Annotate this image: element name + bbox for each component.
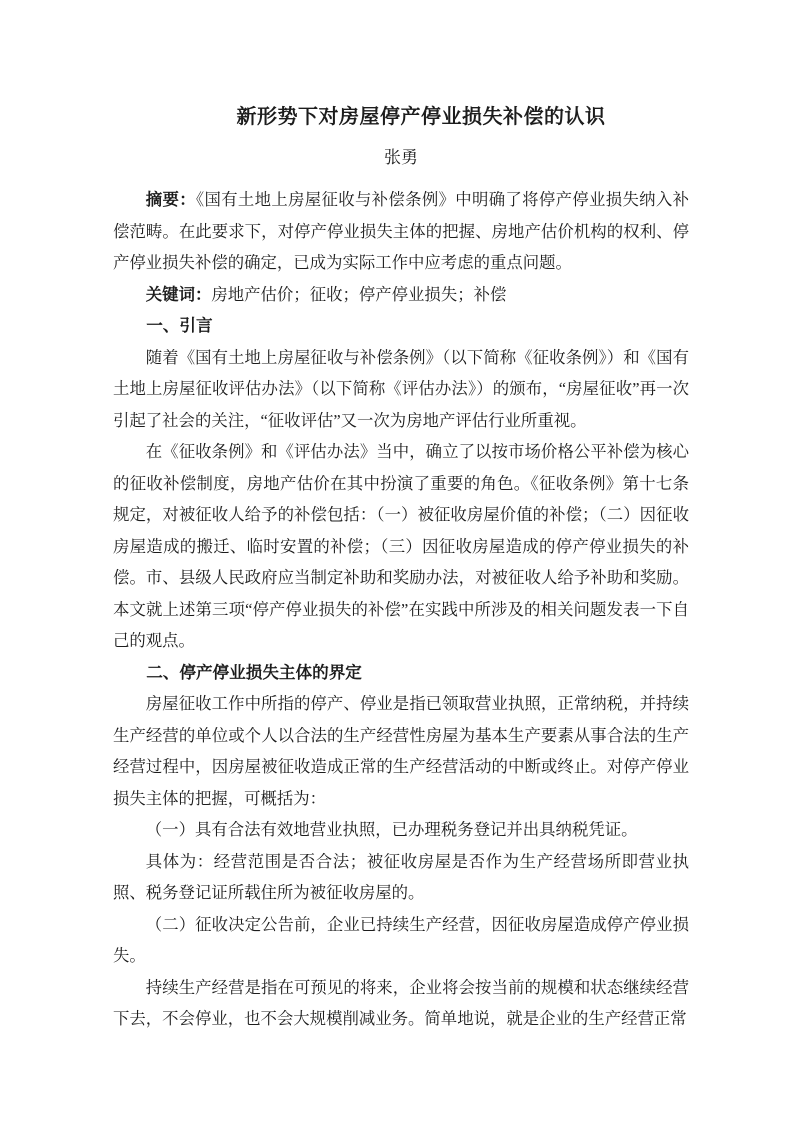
section-heading-introduction: 一、引言 (146, 316, 213, 335)
document-title: 新形势下对房屋停产停业损失补偿的认识 (236, 106, 606, 128)
body-paragraph: 房屋征收工作中所指的停产、停业是指已领取营业执照，正常纳税，并持续生产经营的单位或个人以合法的生产经营性房屋为基本生产要素从事合法的生产经营过程中，因房屋被征收造成正常的生产经营活动的中断或终止。对停产停业损失主体的把握，可概括为： (113, 694, 689, 808)
author-name: 张勇 (384, 148, 418, 167)
abstract-paragraph (113, 184, 689, 279)
document-body (113, 184, 689, 1035)
body-paragraph: （一）具有合法有效地营业执照，已办理税务登记并出具纳税凭证。 (145, 820, 638, 839)
abstract-text: 《国有土地上房屋征收与补偿条例》中明确了将停产停业损失纳入补偿范畴。在此要求下，对停产停业损失主体的把握、房地产估价机构的权利、停产停业损失补偿的确定，已成为实际工作中应考虑的重点问题。 (113, 190, 689, 272)
abstract-label: 摘要： (145, 190, 196, 209)
keywords-label: 关键词： (145, 284, 212, 304)
body-paragraph: 随着《国有土地上房屋征收与补偿条例》（以下简称《征收条例》）和《国有土地上房屋征收评估办法》（以下简称《评估办法》）的颁布，“房屋征收”再一次引起了社会的关注，“征收评估”又一次为房地产评估行业所重视。 (113, 347, 689, 430)
document-content (113, 104, 689, 1035)
body-paragraph: 在《征收条例》和《评估办法》当中，确立了以按市场价格公平补偿为核心的征收补偿制度，房地产估价在其中扮演了重要的角色。《征收条例》第十七条规定，对被征收人给予的补偿包括：（一）被征收房屋价值的补偿；（二）因征收房屋造成的搬迁、临时安置的补偿；（三）因征收房屋造成的停产停业损失的补偿。市、县级人民政府应当制定补助和奖励办法，对被征收人给予补助和奖励。本文就上述第三项“停产停业损失的补偿”在实践中所涉及的相关问题发表一下自己的观点。 (113, 442, 689, 650)
section-heading-loss-subject: 二、停产停业损失主体的界定 (146, 662, 362, 682)
keywords-text: 房地产估价；征收；停产停业损失；补偿 (211, 284, 507, 304)
body-paragraph: 具体为：经营范围是否合法；被征收房屋是否作为生产经营场所即营业执照、税务登记证所载住所为被征收房屋的。 (113, 851, 689, 902)
body-paragraph: 持续生产经营是指在可预见的将来，企业将会按当前的规模和状态继续经营下去，不会停业，也不会大规模削减业务。简单地说，就是企业的生产经营正常 (113, 977, 689, 1028)
body-paragraph: （二）征收决定公告前，企业已持续生产经营，因征收房屋造成停产停业损失。 (113, 914, 689, 965)
keywords-paragraph (113, 279, 689, 311)
